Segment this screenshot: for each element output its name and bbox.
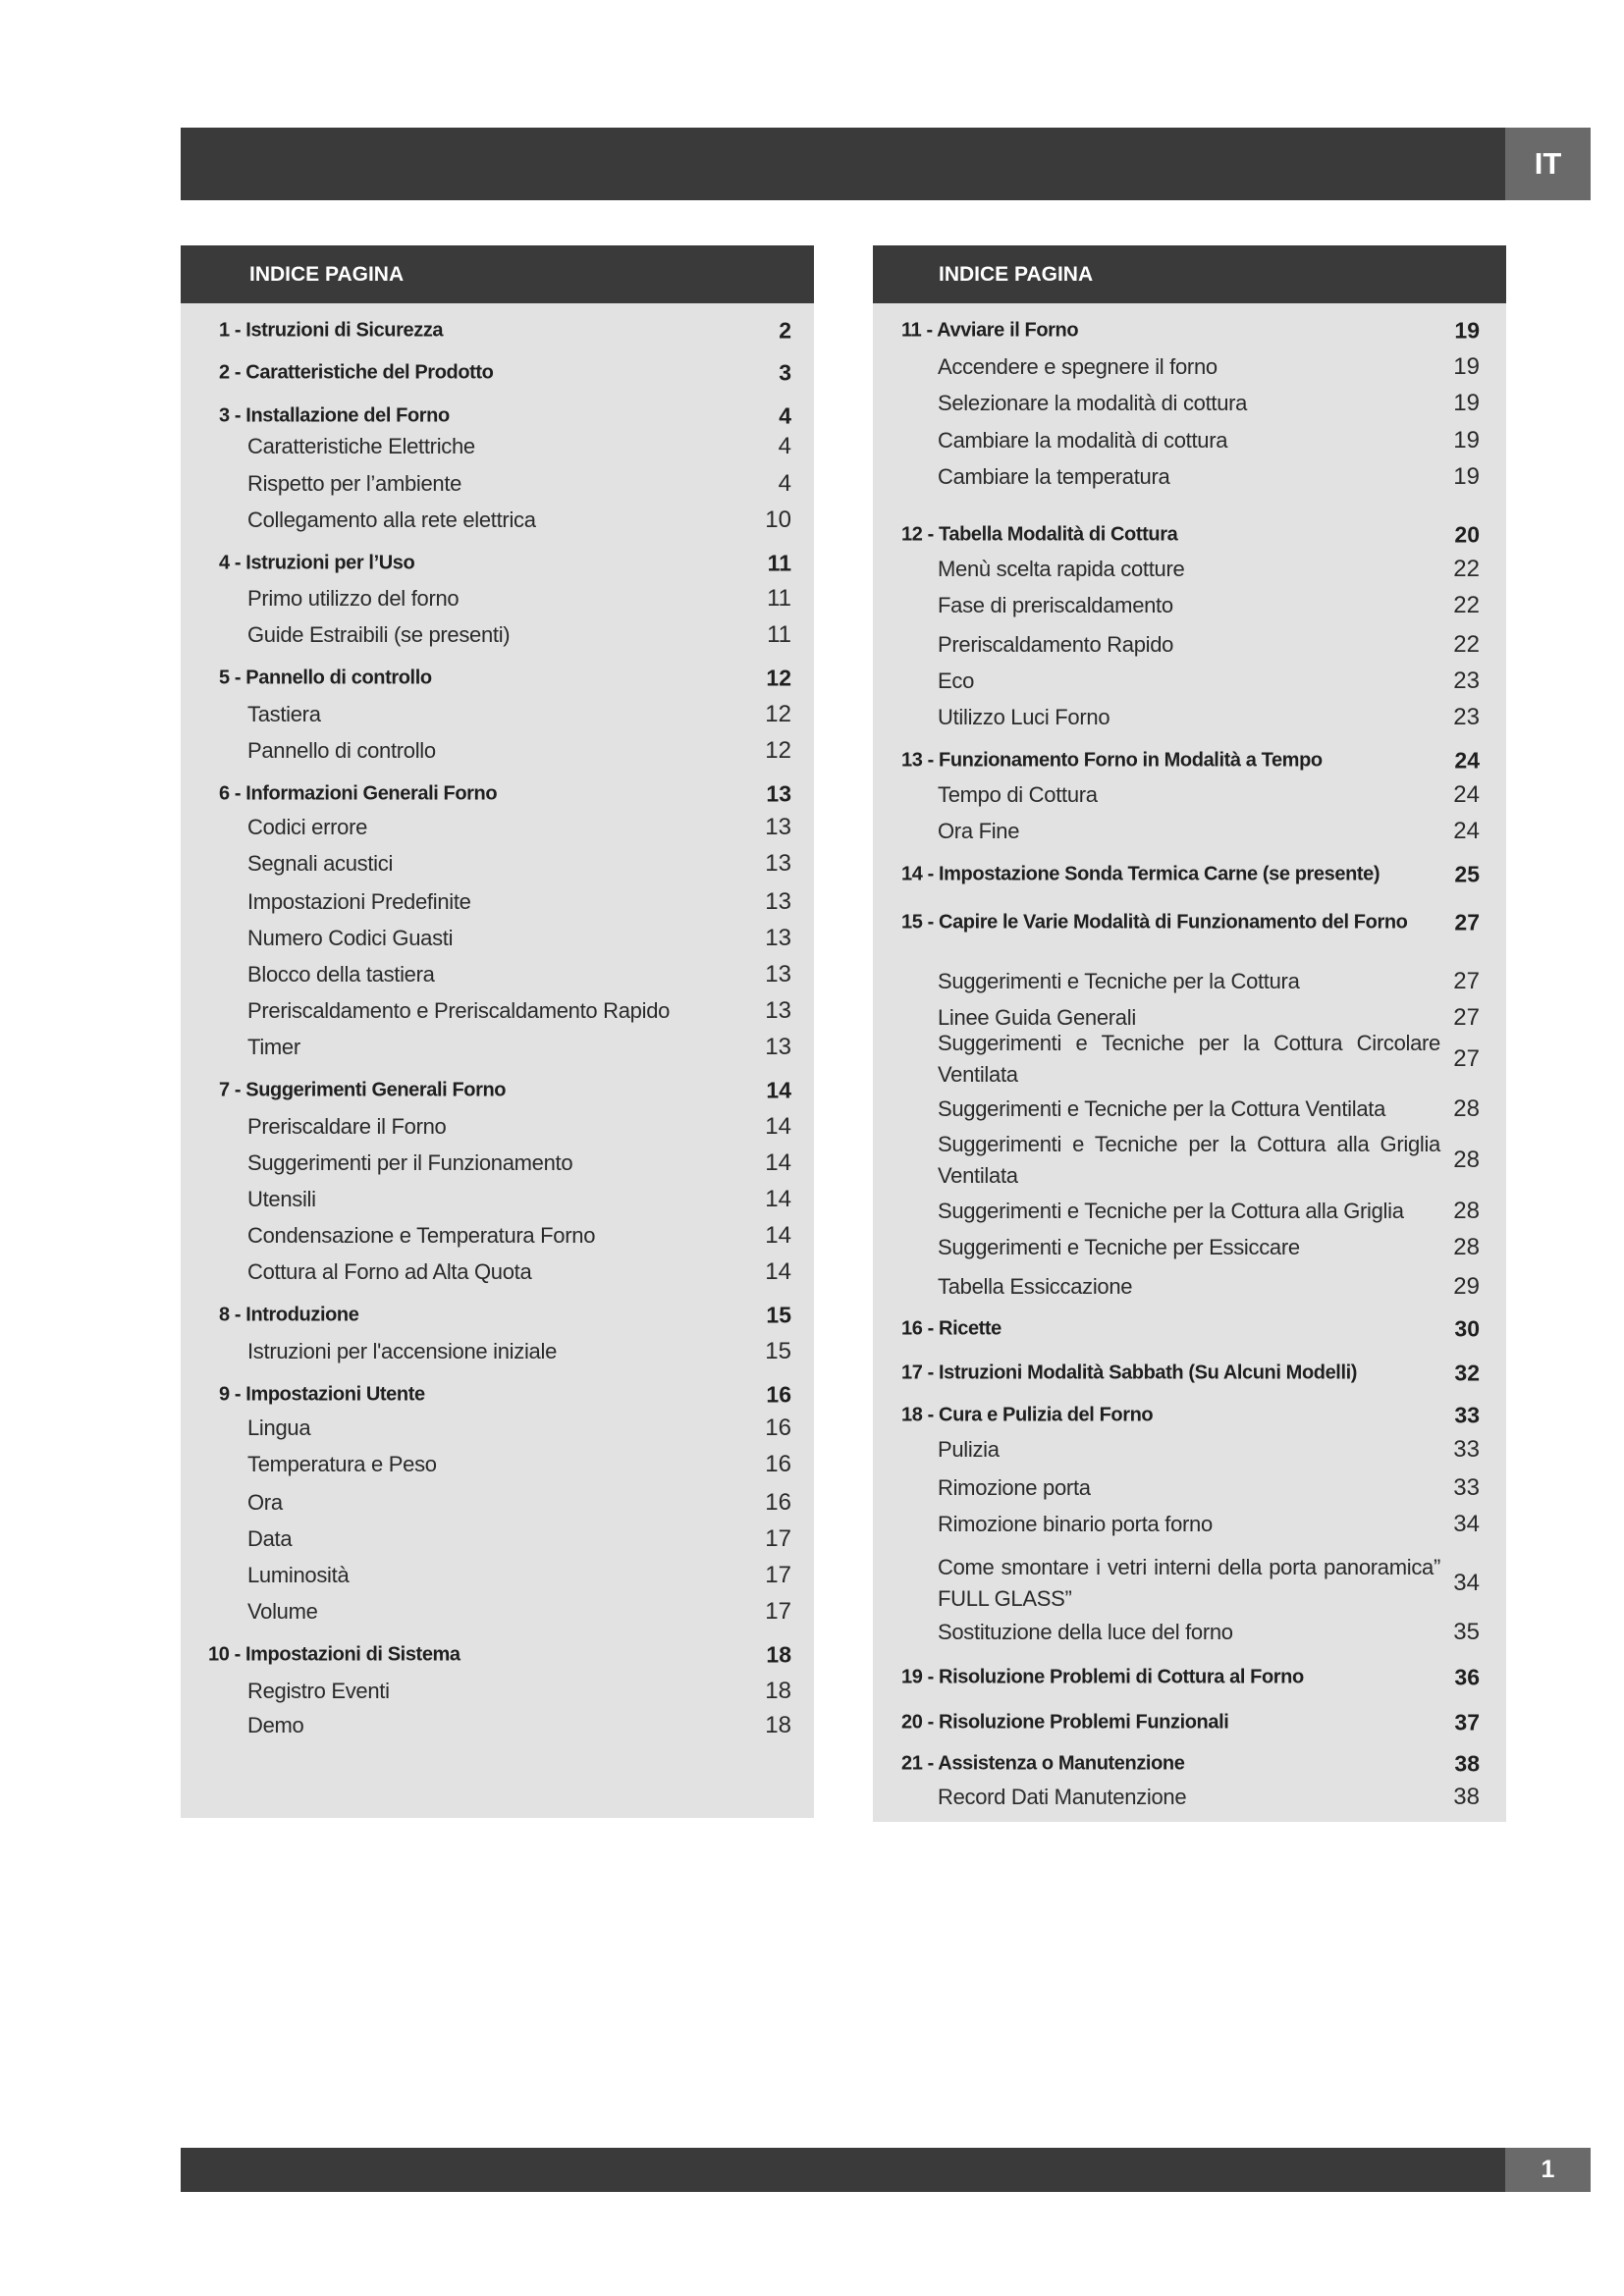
toc-entry-page: 14 — [765, 1185, 791, 1212]
toc-entry — [181, 317, 814, 346]
toc-entry-page: 17 — [765, 1561, 791, 1588]
toc-entry-title: 6 - Informazioni Generali Forno — [219, 782, 498, 805]
toc-entry-title: 11 - Avviare il Forno — [901, 319, 1079, 342]
toc-entry — [181, 923, 814, 954]
toc-entry-page: 33 — [1453, 1435, 1480, 1463]
toc-entry-title: Numero Codici Guasti — [247, 926, 454, 951]
toc-entry-page: 13 — [766, 780, 791, 807]
toc-entry-title: 13 - Funzionamento Forno in Modalità a Tempo — [901, 749, 1323, 772]
toc-entry-page: 13 — [765, 924, 791, 951]
toc-entry — [181, 1032, 814, 1063]
toc-entry-page: 12 — [766, 665, 791, 691]
toc-entry — [181, 699, 814, 730]
toc-entry-page: 16 — [765, 1488, 791, 1516]
toc-entry-title: Condensazione e Temperatura Forno — [247, 1223, 596, 1249]
toc-entry-page: 27 — [1454, 909, 1480, 935]
toc-entry-page: 36 — [1454, 1664, 1480, 1690]
toc-entry — [873, 1028, 1506, 1091]
toc-entry — [181, 1596, 814, 1628]
toc-entry-title: Caratteristiche Elettriche — [247, 434, 475, 459]
toc-entry-title: Utensili — [247, 1187, 316, 1212]
toc-entry-page: 34 — [1453, 1570, 1480, 1596]
toc-entry — [873, 1315, 1506, 1344]
toc-entry-title: 1 - Istruzioni di Sicurezza — [219, 319, 444, 342]
toc-entry-title: 15 - Capire le Varie Modalità di Funzionamento del Forno — [901, 911, 1408, 934]
toc-entry — [873, 1129, 1506, 1192]
toc-entry-title: Blocco della tastiera — [247, 962, 435, 988]
top-header-bar — [181, 128, 1505, 200]
toc-entry — [181, 1523, 814, 1555]
toc-entry-title: Sostituzione della luce del forno — [938, 1620, 1233, 1645]
toc-entry — [181, 1336, 814, 1367]
toc-entry-page: 15 — [765, 1337, 791, 1364]
toc-entry-title: Tabella Essiccazione — [938, 1274, 1133, 1300]
toc-entry-title: Tempo di Cottura — [938, 782, 1098, 808]
toc-entry-page: 4 — [779, 402, 791, 429]
toc-entry-page: 16 — [765, 1450, 791, 1477]
toc-entry-title: Pulizia — [938, 1437, 1000, 1463]
toc-entry-title: Tastiera — [247, 702, 321, 727]
toc-entry-page: 19 — [1453, 389, 1480, 416]
toc-entry-page: 13 — [765, 849, 791, 877]
toc-entry-title: 16 - Ricette — [901, 1317, 1001, 1340]
toc-entry-title: Suggerimenti e Tecniche per Essiccare — [938, 1235, 1300, 1260]
toc-entry-page: 24 — [1453, 817, 1480, 844]
toc-entry — [873, 1709, 1506, 1737]
toc-entry-title: Luminosità — [247, 1563, 350, 1588]
toc-entry-page: 10 — [765, 506, 791, 533]
toc-entry — [873, 861, 1506, 889]
toc-entry — [181, 402, 814, 431]
toc-entry — [873, 1617, 1506, 1648]
toc-entry-page: 38 — [1453, 1783, 1480, 1810]
toc-entry-page: 33 — [1453, 1473, 1480, 1501]
toc-entry-page: 28 — [1453, 1095, 1480, 1122]
toc-entry-title: Suggerimenti e Tecniche per la Cottura alla Griglia — [938, 1199, 1404, 1224]
toc-entry-page: 33 — [1454, 1402, 1480, 1428]
toc-entry — [873, 1434, 1506, 1466]
toc-entry — [181, 505, 814, 536]
toc-entry-title: Eco — [938, 668, 975, 694]
toc-entry-page: 13 — [765, 996, 791, 1024]
toc-entry — [181, 550, 814, 578]
toc-entry — [873, 1472, 1506, 1504]
toc-entry-page: 18 — [765, 1677, 791, 1704]
toc-entry — [181, 780, 814, 809]
toc-entry-page: 13 — [765, 887, 791, 915]
toc-entry-title: 12 - Tabella Modalità di Cottura — [901, 523, 1178, 546]
toc-entry — [873, 1094, 1506, 1125]
toc-entry-title: Rimozione binario porta forno — [938, 1512, 1213, 1537]
toc-entry-title: Menù scelta rapida cotture — [938, 557, 1185, 582]
page-number-tab: 1 — [1505, 2148, 1591, 2192]
toc-entry-title: 9 - Impostazioni Utente — [219, 1383, 425, 1406]
toc-entry-title: Rimozione porta — [938, 1475, 1091, 1501]
toc-entry-page: 2 — [779, 317, 791, 344]
toc-entry-title: Demo — [247, 1713, 304, 1738]
toc-entry-title: 2 - Caratteristiche del Prodotto — [219, 361, 494, 384]
toc-entry — [181, 1710, 814, 1741]
toc-entry-page: 4 — [778, 469, 791, 497]
toc-entry-title: 5 - Pannello di controllo — [219, 667, 432, 689]
toc-entry — [873, 1664, 1506, 1692]
toc-entry-page: 20 — [1454, 521, 1480, 548]
toc-entry-page: 14 — [765, 1221, 791, 1249]
toc-entry-page: 11 — [767, 584, 791, 612]
toc-entry-title: 4 - Istruzioni per l’Uso — [219, 552, 415, 574]
toc-entry — [181, 359, 814, 388]
toc-entry-page: 25 — [1454, 861, 1480, 887]
toc-entry-page: 27 — [1453, 967, 1480, 994]
toc-entry-page: 22 — [1453, 630, 1480, 658]
toc-entry-title: Cambiare la temperatura — [938, 464, 1170, 490]
toc-entry — [873, 554, 1506, 585]
toc-entry-page: 28 — [1453, 1233, 1480, 1260]
toc-entry-page: 28 — [1453, 1147, 1480, 1173]
toc-entry — [873, 909, 1506, 937]
toc-entry-title: Accendere e spegnere il forno — [938, 354, 1218, 380]
toc-entry-title: Fase di preriscaldamento — [938, 593, 1173, 618]
toc-entry-title: 20 - Risoluzione Problemi Funzionali — [901, 1711, 1229, 1734]
toc-entry-title: Cambiare la modalità di cottura — [938, 428, 1228, 454]
toc-entry-page: 19 — [1453, 462, 1480, 490]
toc-entry-title: Rispetto per l’ambiente — [247, 471, 462, 497]
toc-entry-title: Temperatura e Peso — [247, 1452, 437, 1477]
toc-entry-page: 12 — [765, 700, 791, 727]
toc-entry — [181, 1148, 814, 1179]
toc-entry — [873, 1782, 1506, 1813]
toc-entry-page: 13 — [765, 960, 791, 988]
toc-entry — [873, 425, 1506, 456]
toc-entry — [181, 1111, 814, 1143]
toc-entry — [873, 816, 1506, 847]
toc-entry — [873, 1750, 1506, 1779]
toc-entry-page: 16 — [766, 1381, 791, 1408]
toc-entry-page: 15 — [766, 1302, 791, 1328]
toc-entry-page: 19 — [1453, 426, 1480, 454]
toc-entry-title: Record Dati Manutenzione — [938, 1785, 1187, 1810]
toc-entry-title: Preriscaldamento Rapido — [938, 632, 1174, 658]
toc-entry-page: 16 — [765, 1414, 791, 1441]
toc-entry-title: Data — [247, 1526, 293, 1552]
toc-entry-title: 8 - Introduzione — [219, 1304, 359, 1326]
toc-entry-page: 13 — [765, 1033, 791, 1060]
toc-entry-page: 19 — [1453, 352, 1480, 380]
toc-entry — [181, 735, 814, 767]
toc-entry-title: 19 - Risoluzione Problemi di Cottura al Forno — [901, 1666, 1304, 1688]
toc-header-left: INDICE PAGINA — [181, 245, 814, 303]
toc-entry-page: 27 — [1453, 1003, 1480, 1031]
toc-entry-page: 14 — [765, 1112, 791, 1140]
toc-entry-page: 23 — [1453, 667, 1480, 694]
toc-entry-title: Suggerimenti e Tecniche per la Cottura alla Griglia Ventilata — [938, 1132, 1440, 1188]
toc-entry-title: 21 - Assistenza o Manutenzione — [901, 1752, 1185, 1775]
toc-entry-page: 24 — [1454, 747, 1480, 774]
toc-entry — [181, 1381, 814, 1410]
toc-entry — [181, 1449, 814, 1480]
toc-entry-title: Come smontare i vetri interni della porta panoramica” FULL GLASS” — [938, 1555, 1440, 1611]
toc-entry — [181, 812, 814, 843]
toc-entry — [873, 351, 1506, 383]
toc-entry — [873, 1232, 1506, 1263]
toc-entry-page: 35 — [1453, 1618, 1480, 1645]
toc-entry-title: Volume — [247, 1599, 318, 1625]
toc-entry-page: 28 — [1453, 1197, 1480, 1224]
toc-entry-title: Cottura al Forno ad Alta Quota — [247, 1259, 532, 1285]
toc-entry — [873, 747, 1506, 775]
toc-entry-page: 13 — [765, 813, 791, 840]
toc-entry-title: Collegamento alla rete elettrica — [247, 507, 536, 533]
toc-entry-page: 17 — [765, 1524, 791, 1552]
toc-entry — [873, 1402, 1506, 1430]
toc-entry-title: Preriscaldamento e Preriscaldamento Rapido — [247, 998, 671, 1024]
toc-entry-page: 14 — [766, 1077, 791, 1103]
toc-entry — [181, 959, 814, 990]
toc-entry-title: Suggerimenti per il Funzionamento — [247, 1150, 573, 1176]
toc-entry — [181, 1256, 814, 1288]
toc-entry-page: 14 — [765, 1148, 791, 1176]
toc-entry-page: 11 — [767, 550, 791, 576]
toc-entry-title: Suggerimenti e Tecniche per la Cottura Ventilata — [938, 1096, 1386, 1122]
toc-entry — [181, 1302, 814, 1330]
toc-entry-page: 38 — [1454, 1750, 1480, 1777]
toc-entry-page: 17 — [765, 1597, 791, 1625]
toc-entry — [873, 666, 1506, 697]
toc-entry-title: 18 - Cura e Pulizia del Forno — [901, 1404, 1154, 1426]
toc-entry-title: Preriscaldare il Forno — [247, 1114, 447, 1140]
toc-entry-title: 14 - Impostazione Sonda Termica Carne (se presente) — [901, 863, 1380, 885]
toc-entry-title: 10 - Impostazioni di Sistema — [208, 1643, 460, 1666]
toc-entry-title: Impostazioni Predefinite — [247, 889, 471, 915]
toc-entry — [181, 1641, 814, 1670]
toc-entry-title: Guide Estraibili (se presenti) — [247, 622, 511, 648]
toc-entry — [181, 848, 814, 880]
toc-entry — [181, 1487, 814, 1519]
toc-header-right: INDICE PAGINA — [873, 245, 1506, 303]
toc-entry-page: 30 — [1454, 1315, 1480, 1342]
toc-entry-page: 32 — [1454, 1360, 1480, 1386]
toc-entry — [181, 995, 814, 1027]
toc-entry — [873, 702, 1506, 733]
toc-entry-title: 17 - Istruzioni Modalità Sabbath (Su Alcuni Modelli) — [901, 1362, 1358, 1384]
toc-entry-page: 29 — [1453, 1272, 1480, 1300]
toc-entry — [873, 317, 1506, 346]
toc-entry-page: 22 — [1453, 591, 1480, 618]
toc-entry — [181, 619, 814, 651]
toc-entry — [873, 521, 1506, 550]
toc-entry — [873, 388, 1506, 419]
toc-entry — [181, 665, 814, 693]
toc-entry-title: Segnali acustici — [247, 851, 394, 877]
toc-entry-title: 7 - Suggerimenti Generali Forno — [219, 1079, 507, 1101]
toc-entry-title: Lingua — [247, 1415, 311, 1441]
toc-entry-page: 18 — [766, 1641, 791, 1668]
toc-entry-page: 37 — [1454, 1709, 1480, 1735]
toc-entry — [873, 461, 1506, 493]
toc-entry-page: 18 — [765, 1711, 791, 1738]
toc-entry — [181, 468, 814, 500]
toc-entry — [181, 1220, 814, 1252]
toc-entry — [873, 1196, 1506, 1227]
toc-entry — [181, 1413, 814, 1444]
toc-entry-page: 3 — [779, 359, 791, 386]
toc-entry — [181, 886, 814, 918]
toc-entry-page: 4 — [778, 432, 791, 459]
toc-entry-page: 23 — [1453, 703, 1480, 730]
toc-entry-title: Linee Guida Generali — [938, 1005, 1136, 1031]
toc-entry — [873, 1271, 1506, 1303]
toc-entry-title: 3 - Installazione del Forno — [219, 404, 450, 427]
toc-entry — [181, 431, 814, 462]
toc-entry — [873, 1360, 1506, 1388]
toc-entry — [181, 1560, 814, 1591]
toc-entry — [873, 966, 1506, 997]
language-tab: IT — [1505, 128, 1591, 200]
toc-entry-title: Ora — [247, 1490, 283, 1516]
toc-entry — [181, 583, 814, 614]
toc-entry — [873, 629, 1506, 661]
toc-entry-title: Suggerimenti e Tecniche per la Cottura — [938, 969, 1300, 994]
toc-entry-page: 24 — [1453, 780, 1480, 808]
toc-entry-title: Selezionare la modalità di cottura — [938, 391, 1248, 416]
toc-entry-title: Ora Fine — [938, 819, 1020, 844]
toc-entry — [181, 1676, 814, 1707]
toc-entry-page: 12 — [765, 736, 791, 764]
bottom-footer-bar — [181, 2148, 1505, 2192]
toc-panel-left — [181, 245, 814, 1818]
toc-entry-title: Timer — [247, 1035, 300, 1060]
toc-entry-page: 22 — [1453, 555, 1480, 582]
toc-entry — [873, 1509, 1506, 1540]
toc-entry-page: 27 — [1453, 1045, 1480, 1072]
toc-entry — [873, 590, 1506, 621]
toc-entry — [873, 1552, 1506, 1615]
toc-entry-page: 19 — [1454, 317, 1480, 344]
toc-entry-title: Pannello di controllo — [247, 738, 436, 764]
toc-entry-title: Registro Eventi — [247, 1679, 390, 1704]
toc-entry — [181, 1184, 814, 1215]
toc-entry-page: 11 — [767, 620, 791, 648]
toc-entry-title: Utilizzo Luci Forno — [938, 705, 1110, 730]
toc-entry-title: Primo utilizzo del forno — [247, 586, 460, 612]
toc-entry-title: Suggerimenti e Tecniche per la Cottura Circolare Ventilata — [938, 1031, 1440, 1087]
toc-entry-page: 14 — [765, 1257, 791, 1285]
toc-entry-title: Istruzioni per l'accensione iniziale — [247, 1339, 558, 1364]
toc-panel-right — [873, 245, 1506, 1822]
toc-entry — [873, 779, 1506, 811]
toc-entry-page: 34 — [1453, 1510, 1480, 1537]
toc-entry-title: Codici errore — [247, 815, 368, 840]
toc-entry — [181, 1077, 814, 1105]
